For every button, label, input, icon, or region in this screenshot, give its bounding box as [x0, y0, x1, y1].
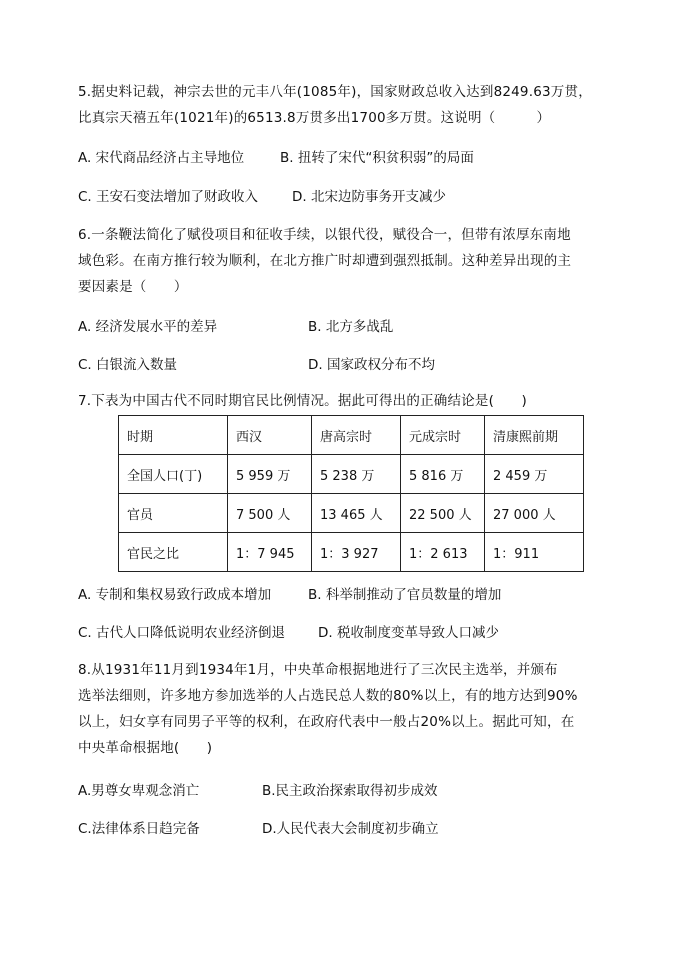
q7-option-d: D. 税收制度变革导致人口减少: [318, 625, 499, 641]
table-cell: 全国人口(丁): [119, 455, 228, 494]
table-cell: 13 465 人: [312, 494, 401, 533]
table-header-cell: 西汉: [228, 416, 312, 455]
official-ratio-table: [118, 415, 584, 572]
table-cell: 1：3 927: [312, 533, 401, 572]
table-row: [119, 494, 584, 533]
q5-option-a: A. 宋代商品经济占主导地位: [78, 150, 245, 166]
table-cell: 5 816 万: [401, 455, 485, 494]
q8-line-1: 8.从1931年11月到1934年1月，中央革命根据地进行了三次民主选举，并颁布: [78, 662, 558, 678]
q5-option-b: B. 扭转了宋代“积贫积弱”的局面: [280, 150, 474, 166]
q8-line-3: 以上，妇女享有同男子平等的权利，在政府代表中一般占20%以上。据此可知，在: [78, 714, 575, 730]
q5-line-2: 比真宗天禧五年(1021年)的6513.8万贯多出1700多万贯。这说明（ ）: [78, 110, 551, 126]
table-cell: 22 500 人: [401, 494, 485, 533]
q5-line-1: 5.据史料记载，神宗去世的元丰八年(1085年)，国家财政总收入达到8249.63万贯，: [78, 84, 592, 100]
table-cell: 1：2 613: [401, 533, 485, 572]
table-cell: 1：7 945: [228, 533, 312, 572]
q8-line-2: 选举法细则，许多地方参加选举的人占选民总人数的80%以上，有的地方达到90%: [78, 688, 578, 704]
table-row: [119, 533, 584, 572]
table-cell: 官员: [119, 494, 228, 533]
q8-line-4: 中央革命根据地( ): [78, 740, 213, 756]
q6-line-3: 要因素是（ ）: [78, 279, 188, 295]
table-cell: 1：911: [485, 533, 584, 572]
q6-line-1: 6.一条鞭法简化了赋役项目和征收手续，以银代役，赋役合一，但带有浓厚东南地: [78, 227, 571, 243]
q6-option-b: B. 北方多战乱: [308, 319, 394, 335]
q5-option-d: D. 北宋边防事务开支减少: [292, 189, 446, 205]
table-cell: 27 000 人: [485, 494, 584, 533]
q8-option-d: D.人民代表大会制度初步确立: [262, 821, 439, 837]
table-cell: 2 459 万: [485, 455, 584, 494]
q6-option-d: D. 国家政权分布不均: [308, 357, 435, 373]
q7-option-b: B. 科举制推动了官员数量的增加: [308, 587, 502, 603]
q8-option-c: C.法律体系日趋完备: [78, 821, 200, 837]
q5-option-c: C. 王安石变法增加了财政收入: [78, 189, 259, 205]
table-header-cell: 元成宗时: [401, 416, 485, 455]
table-header-row: [119, 416, 584, 455]
table-header-cell: 唐高宗时: [312, 416, 401, 455]
q6-line-2: 域色彩。在南方推行较为顺利，在北方推广时却遭到强烈抵制。这种差异出现的主: [78, 253, 572, 269]
q6-option-c: C. 白银流入数量: [78, 357, 178, 373]
table-header-cell: 清康熙前期: [485, 416, 584, 455]
q7-option-c: C. 古代人口降低说明农业经济倒退: [78, 625, 286, 641]
table-cell: 7 500 人: [228, 494, 312, 533]
q6-option-a: A. 经济发展水平的差异: [78, 319, 218, 335]
table-header-cell: 时期: [119, 416, 228, 455]
q7-line-1: 7.下表为中国古代不同时期官民比例情况。据此可得出的正确结论是( ): [78, 393, 527, 409]
q8-option-b: B.民主政治探索取得初步成效: [262, 783, 438, 799]
table-cell: 5 959 万: [228, 455, 312, 494]
table-cell: 5 238 万: [312, 455, 401, 494]
table-row: [119, 455, 584, 494]
q7-option-a: A. 专制和集权易致行政成本增加: [78, 587, 272, 603]
q8-option-a: A.男尊女卑观念消亡: [78, 783, 200, 799]
table-cell: 官民之比: [119, 533, 228, 572]
